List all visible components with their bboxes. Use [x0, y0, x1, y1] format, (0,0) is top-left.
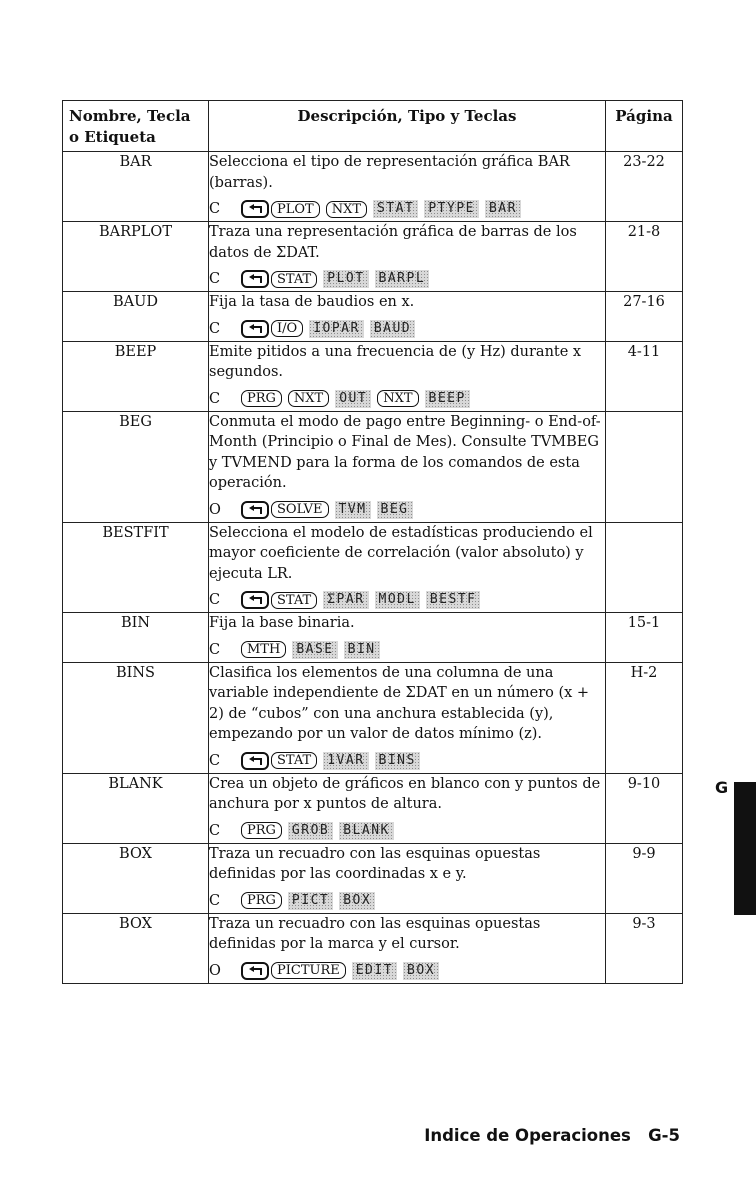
description-text: Selecciona el tipo de representación gráfica BAR (barras). — [209, 154, 570, 191]
menu-softkey: BEEP — [425, 390, 470, 408]
page-reference: 9-9 — [606, 843, 683, 913]
operation-description-cell — [209, 152, 606, 222]
operation-name: BAR — [63, 152, 209, 222]
operation-type: O — [209, 501, 221, 518]
keystroke-sequence — [209, 387, 605, 411]
page-reference: 4-11 — [606, 341, 683, 411]
menu-softkey: BEG — [377, 501, 413, 519]
menu-softkey: BARPL — [375, 270, 430, 288]
left-shift-key-icon — [241, 752, 269, 770]
left-shift-key-icon — [241, 591, 269, 609]
left-shift-key-icon — [241, 200, 269, 218]
menu-softkey: EDIT — [352, 962, 397, 980]
table-row — [63, 341, 683, 411]
page-footer — [424, 1126, 680, 1145]
table-row — [63, 662, 683, 773]
table-row — [63, 913, 683, 983]
operation-type: C — [209, 271, 221, 287]
keystroke-sequence — [209, 267, 605, 291]
footer-page-number: G-5 — [648, 1126, 680, 1145]
page-reference — [606, 522, 683, 613]
keyboard-key: MTH — [241, 641, 286, 658]
header-description: Descripción, Tipo y Teclas — [209, 101, 606, 152]
keyboard-key: PICTURE — [271, 962, 346, 979]
keyboard-key: STAT — [271, 752, 317, 769]
menu-softkey: BAUD — [370, 320, 415, 338]
operation-name: BESTFIT — [63, 522, 209, 613]
operation-description-cell — [209, 613, 606, 663]
keyboard-key: NXT — [288, 390, 329, 407]
keyboard-key: PRG — [241, 390, 282, 407]
operation-type: C — [209, 822, 221, 839]
table-row — [63, 773, 683, 843]
description-text: Emite pitidos a una frecuencia de (y Hz) durante x segundos. — [209, 343, 582, 380]
table-row — [63, 152, 683, 222]
section-thumb-tab — [734, 782, 756, 915]
operation-name: BAUD — [63, 292, 209, 342]
left-shift-key-icon — [241, 320, 269, 338]
keyboard-key: SOLVE — [271, 501, 329, 518]
table-row — [63, 613, 683, 663]
description-text: Traza un recuadro con las esquinas opuestas definidas por la marca y el cursor. — [209, 915, 541, 952]
menu-softkey: BAR — [485, 200, 521, 218]
operation-type: C — [209, 390, 221, 407]
menu-softkey: MODL — [375, 591, 420, 609]
description-text: Fija la tasa de baudios en x. — [209, 294, 415, 310]
operation-description-cell — [209, 411, 606, 522]
operation-name: BARPLOT — [63, 222, 209, 292]
description-text: Traza una representación gráfica de barras de los datos de ΣDAT. — [209, 224, 577, 261]
keystroke-sequence — [209, 889, 605, 913]
operation-name: BINS — [63, 662, 209, 773]
description-text: Clasifica los elementos de una columna de una variable independiente de ΣDAT en un número (x + 2) de “cubos” con una anchura establecida (y), empezando por un valor de datos mínimo (z). — [209, 664, 590, 742]
keyboard-key: NXT — [377, 390, 418, 407]
operation-type: C — [209, 201, 221, 217]
keystroke-sequence — [209, 317, 605, 341]
description-text: Fija la base binaria. — [209, 615, 355, 631]
keyboard-key: STAT — [271, 271, 317, 288]
left-shift-key-icon — [241, 270, 269, 288]
page-reference: 23-22 — [606, 152, 683, 222]
table-row — [63, 522, 683, 613]
menu-softkey: 1VAR — [323, 752, 368, 770]
description-text: Selecciona el modelo de estadísticas produciendo el mayor coeficiente de correlación (valor absoluto) y ejecuta LR. — [209, 524, 593, 582]
operation-type: C — [209, 752, 221, 769]
menu-softkey: GROB — [288, 822, 333, 840]
menu-softkey: BESTF — [426, 591, 481, 609]
menu-softkey: BOX — [339, 892, 375, 910]
page-reference — [606, 411, 683, 522]
menu-softkey: ΣPAR — [323, 591, 368, 609]
table-row — [63, 222, 683, 292]
keystroke-sequence — [209, 638, 605, 662]
operation-description-cell — [209, 341, 606, 411]
operation-description-cell — [209, 843, 606, 913]
operation-type: C — [209, 320, 221, 337]
operation-description-cell — [209, 662, 606, 773]
page-reference: 21-8 — [606, 222, 683, 292]
keystroke-sequence — [209, 588, 605, 612]
menu-softkey: PTYPE — [424, 200, 479, 218]
operation-type: O — [209, 962, 221, 979]
operation-name: BEG — [63, 411, 209, 522]
keyboard-key: PRG — [241, 892, 282, 909]
operation-name: BLANK — [63, 773, 209, 843]
page-reference: H-2 — [606, 662, 683, 773]
operation-name: BOX — [63, 913, 209, 983]
keyboard-key: PLOT — [271, 201, 320, 218]
operation-name: BIN — [63, 613, 209, 663]
table-row — [63, 843, 683, 913]
left-shift-key-icon — [241, 962, 269, 980]
header-page: Página — [606, 101, 683, 152]
menu-softkey: TVM — [335, 501, 371, 519]
table-header-row — [63, 101, 683, 152]
keystroke-sequence — [209, 197, 605, 221]
description-text: Conmuta el modo de pago entre Beginning- o End-of-Month (Principio o Final de Mes). Consulte TVMBEG y TVMEND para la forma de los comandos de esta operación. — [209, 413, 601, 491]
left-shift-key-icon — [241, 501, 269, 519]
operation-type: C — [209, 892, 221, 909]
operation-description-cell — [209, 913, 606, 983]
operation-description-cell — [209, 222, 606, 292]
operation-name: BOX — [63, 843, 209, 913]
menu-softkey: BASE — [292, 641, 337, 659]
keyboard-key: PRG — [241, 822, 282, 839]
keystroke-sequence — [209, 959, 605, 983]
page-reference: 15-1 — [606, 613, 683, 663]
description-text: Traza un recuadro con las esquinas opuestas definidas por las coordinadas x e y. — [209, 845, 541, 882]
menu-softkey: OUT — [335, 390, 371, 408]
description-text: Crea un objeto de gráficos en blanco con y puntos de anchura por x puntos de altura. — [209, 775, 601, 812]
menu-softkey: PICT — [288, 892, 333, 910]
operation-type: C — [209, 592, 221, 608]
keystroke-sequence — [209, 498, 605, 522]
operation-name: BEEP — [63, 341, 209, 411]
keystroke-sequence — [209, 749, 605, 773]
section-tab-letter: G — [715, 778, 729, 797]
table-row — [63, 292, 683, 342]
header-name: Nombre, Tecla o Etiqueta — [63, 101, 209, 152]
menu-softkey: STAT — [373, 200, 418, 218]
operation-type: C — [209, 641, 221, 658]
operation-description-cell — [209, 773, 606, 843]
page-reference: 9-3 — [606, 913, 683, 983]
operation-description-cell — [209, 522, 606, 613]
menu-softkey: IOPAR — [309, 320, 364, 338]
keystroke-sequence — [209, 819, 605, 843]
keyboard-key: STAT — [271, 592, 317, 609]
table-row — [63, 411, 683, 522]
menu-softkey: BIN — [344, 641, 380, 659]
operation-description-cell — [209, 292, 606, 342]
menu-softkey: PLOT — [323, 270, 368, 288]
operations-index-table — [62, 100, 683, 984]
page-reference: 27-16 — [606, 292, 683, 342]
keyboard-key: I/O — [271, 320, 303, 337]
footer-section-title: Indice de Operaciones — [424, 1126, 631, 1145]
menu-softkey: BLANK — [339, 822, 394, 840]
keyboard-key: NXT — [326, 201, 367, 218]
menu-softkey: BINS — [375, 752, 420, 770]
menu-softkey: BOX — [403, 962, 439, 980]
page-reference: 9-10 — [606, 773, 683, 843]
